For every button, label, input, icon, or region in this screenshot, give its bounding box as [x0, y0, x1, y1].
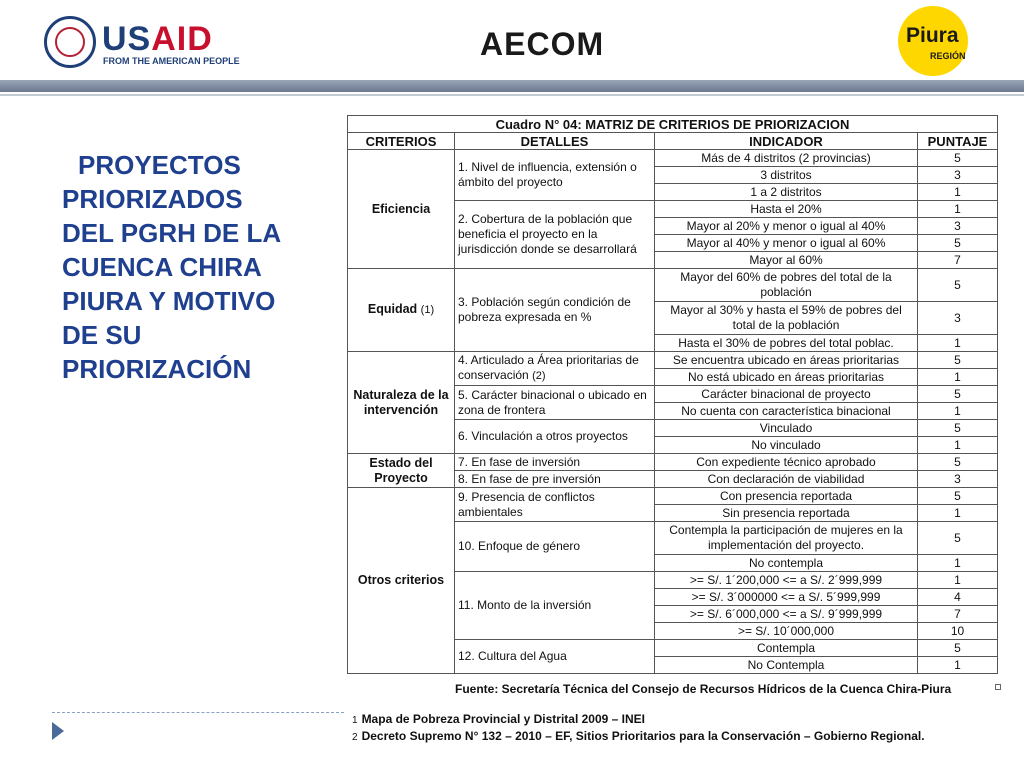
footnote-2: 2 Decreto Supremo N° 132 – 2010 – EF, Sitios Prioritarios para la Conservación – Gobierno Regional. [352, 729, 925, 743]
indicator-cell: Mayor al 30% y hasta el 59% de pobres del total de la población [655, 302, 918, 335]
table-source: Fuente: Secretaría Técnica del Consejo de Recursos Hídricos de la Cuenca Chira-Piura [455, 682, 952, 696]
criterion-equidad: Equidad (1) [348, 269, 455, 352]
detail-cell: 4. Articulado a Área prioritarias de conservación (2) [455, 352, 655, 386]
indicator-cell: >= S/. 3´000000 <= a S/. 5´999,999 [655, 589, 918, 606]
score-cell: 7 [918, 606, 998, 623]
indicator-cell: Mayor del 60% de pobres del total de la población [655, 269, 918, 302]
priority-matrix [347, 115, 997, 674]
detail-cell: 6. Vinculación a otros proyectos [455, 420, 655, 454]
score-cell: 10 [918, 623, 998, 640]
table-caption: Cuadro N° 04: MATRIZ DE CRITERIOS DE PRIORIZACION [348, 116, 998, 133]
slide-title: PROYECTOS PRIORIZADOS DEL PGRH DE LA CUENCA CHIRA PIURA Y MOTIVO DE SU PRIORIZACIÓN [62, 150, 282, 384]
detail-cell: 9. Presencia de conflictos ambientales [455, 488, 655, 522]
detail-cell: 3. Población según condición de pobreza expresada en % [455, 269, 655, 352]
indicator-cell: Más de 4 distritos (2 provincias) [655, 150, 918, 167]
score-cell: 5 [918, 150, 998, 167]
header-puntaje: PUNTAJE [918, 133, 998, 150]
indicator-cell: Mayor al 60% [655, 252, 918, 269]
indicator-cell: >= S/. 10´000,000 [655, 623, 918, 640]
score-cell: 1 [918, 657, 998, 674]
piura-logo: Piura [906, 24, 959, 47]
header-band [0, 80, 1024, 92]
indicator-cell: Sin presencia reportada [655, 505, 918, 522]
score-cell: 5 [918, 269, 998, 302]
indicator-cell: No cuenta con característica binacional [655, 403, 918, 420]
score-cell: 4 [918, 589, 998, 606]
indicator-cell: 1 a 2 distritos [655, 184, 918, 201]
score-cell: 1 [918, 437, 998, 454]
header-criterios: CRITERIOS [348, 133, 455, 150]
indicator-cell: Mayor al 20% y menor o igual al 40% [655, 218, 918, 235]
indicator-cell: Vinculado [655, 420, 918, 437]
criteria-table [347, 115, 998, 674]
usaid-seal-icon [44, 16, 96, 68]
indicator-cell: Carácter binacional de proyecto [655, 386, 918, 403]
score-cell: 1 [918, 201, 998, 218]
score-cell: 5 [918, 454, 998, 471]
score-cell: 5 [918, 522, 998, 555]
score-cell: 5 [918, 488, 998, 505]
indicator-cell: Contempla [655, 640, 918, 657]
score-cell: 1 [918, 369, 998, 386]
indicator-cell: Con expediente técnico aprobado [655, 454, 918, 471]
detail-cell: 5. Carácter binacional o ubicado en zona de frontera [455, 386, 655, 420]
indicator-cell: No está ubicado en áreas prioritarias [655, 369, 918, 386]
indicator-cell: >= S/. 1´200,000 <= a S/. 2´999,999 [655, 572, 918, 589]
indicator-cell: No contempla [655, 555, 918, 572]
criterion-naturaleza: Naturaleza de la intervención [348, 352, 455, 454]
indicator-cell: Hasta el 30% de pobres del total poblac. [655, 335, 918, 352]
footer-divider [52, 712, 344, 713]
aecom-logo: AECOM [480, 26, 605, 62]
detail-cell: 2. Cobertura de la población que beneficia el proyecto en la jurisdicción donde se desarrollará [455, 201, 655, 269]
score-cell: 5 [918, 420, 998, 437]
indicator-cell: Con presencia reportada [655, 488, 918, 505]
score-cell: 1 [918, 184, 998, 201]
detail-cell: 8. En fase de pre inversión [455, 471, 655, 488]
score-cell: 1 [918, 555, 998, 572]
indicator-cell: 3 distritos [655, 167, 918, 184]
triangle-bullet-icon [52, 722, 64, 740]
header-indicador: INDICADOR [655, 133, 918, 150]
criterion-eficiencia: Eficiencia [348, 150, 455, 269]
resize-handle-icon [995, 684, 1001, 690]
detail-cell: 12. Cultura del Agua [455, 640, 655, 674]
score-cell: 5 [918, 352, 998, 369]
header-detalles: DETALLES [455, 133, 655, 150]
score-cell: 5 [918, 640, 998, 657]
score-cell: 1 [918, 505, 998, 522]
criterion-otros: Otros criterios [348, 488, 455, 674]
piura-region-label: REGIÓN [930, 51, 966, 61]
score-cell: 1 [918, 572, 998, 589]
score-cell: 1 [918, 335, 998, 352]
detail-cell: 10. Enfoque de género [455, 522, 655, 572]
detail-cell: 7. En fase de inversión [455, 454, 655, 471]
header-divider [0, 94, 1024, 96]
slide-header [0, 0, 1024, 80]
usaid-logo: USAID [102, 20, 213, 58]
score-cell: 3 [918, 302, 998, 335]
indicator-cell: >= S/. 6´000,000 <= a S/. 9´999,999 [655, 606, 918, 623]
score-cell: 5 [918, 235, 998, 252]
indicator-cell: Con declaración de viabilidad [655, 471, 918, 488]
indicator-cell: Se encuentra ubicado en áreas prioritarias [655, 352, 918, 369]
indicator-cell: Hasta el 20% [655, 201, 918, 218]
criterion-estado: Estado del Proyecto [348, 454, 455, 488]
detail-cell: 1. Nivel de influencia, extensión o ámbito del proyecto [455, 150, 655, 201]
detail-cell: 11. Monto de la inversión [455, 572, 655, 640]
score-cell: 7 [918, 252, 998, 269]
score-cell: 3 [918, 471, 998, 488]
score-cell: 1 [918, 403, 998, 420]
score-cell: 3 [918, 167, 998, 184]
score-cell: 3 [918, 218, 998, 235]
indicator-cell: No Contempla [655, 657, 918, 674]
indicator-cell: Mayor al 40% y menor o igual al 60% [655, 235, 918, 252]
footnote-1: 1 Mapa de Pobreza Provincial y Distrital 2009 – INEI [352, 712, 646, 726]
indicator-cell: Contempla la participación de mujeres en la implementación del proyecto. [655, 522, 918, 555]
score-cell: 5 [918, 386, 998, 403]
indicator-cell: No vinculado [655, 437, 918, 454]
usaid-tagline: FROM THE AMERICAN PEOPLE [103, 56, 240, 66]
